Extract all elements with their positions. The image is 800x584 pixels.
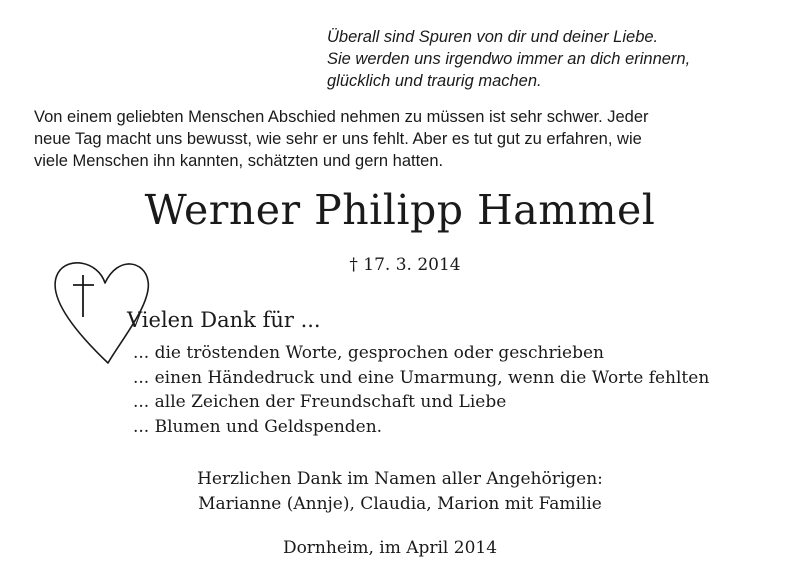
thanks-list <box>133 341 709 439</box>
intro-line: Von einem geliebten Menschen Abschied nehmen zu müssen ist sehr schwer. Jeder <box>34 108 649 126</box>
quote-line: Sie werden uns irgendwo immer an dich erinnern, <box>327 50 691 68</box>
intro-paragraph <box>34 106 774 172</box>
signature-names: Marianne (Annje), Claudia, Marion mit Familie <box>198 493 602 514</box>
signature-block <box>0 467 800 516</box>
quote-line: Überall sind Spuren von dir und deiner Liebe. <box>327 28 659 46</box>
thanks-item: ... die tröstenden Worte, gesprochen oder geschrieben <box>133 343 604 363</box>
place-date: Dornheim, im April 2014 <box>282 538 498 558</box>
intro-line: viele Menschen ihn kannten, schätzten und gern hatten. <box>34 152 444 170</box>
intro-line: neue Tag macht uns bewusst, wie sehr er uns fehlt. Aber es tut gut zu erfahren, wie <box>34 130 642 148</box>
signature-line: Herzlichen Dank im Namen aller Angehörigen: <box>197 469 603 489</box>
thanks-heading: Vielen Dank für ... <box>127 308 321 332</box>
quote-verse <box>327 26 787 92</box>
thanks-item: ... Blumen und Geldspenden. <box>133 416 383 437</box>
deceased-name: Werner Philipp Hammel <box>144 186 656 234</box>
thanks-item: ... einen Händedruck und eine Umarmung, wenn die Worte fehlten <box>133 367 710 388</box>
thanks-item: ... alle Zeichen der Freundschaft und Liebe <box>133 392 507 412</box>
quote-line: glücklich und traurig machen. <box>327 72 542 90</box>
death-date: † 17. 3. 2014 <box>349 255 461 275</box>
